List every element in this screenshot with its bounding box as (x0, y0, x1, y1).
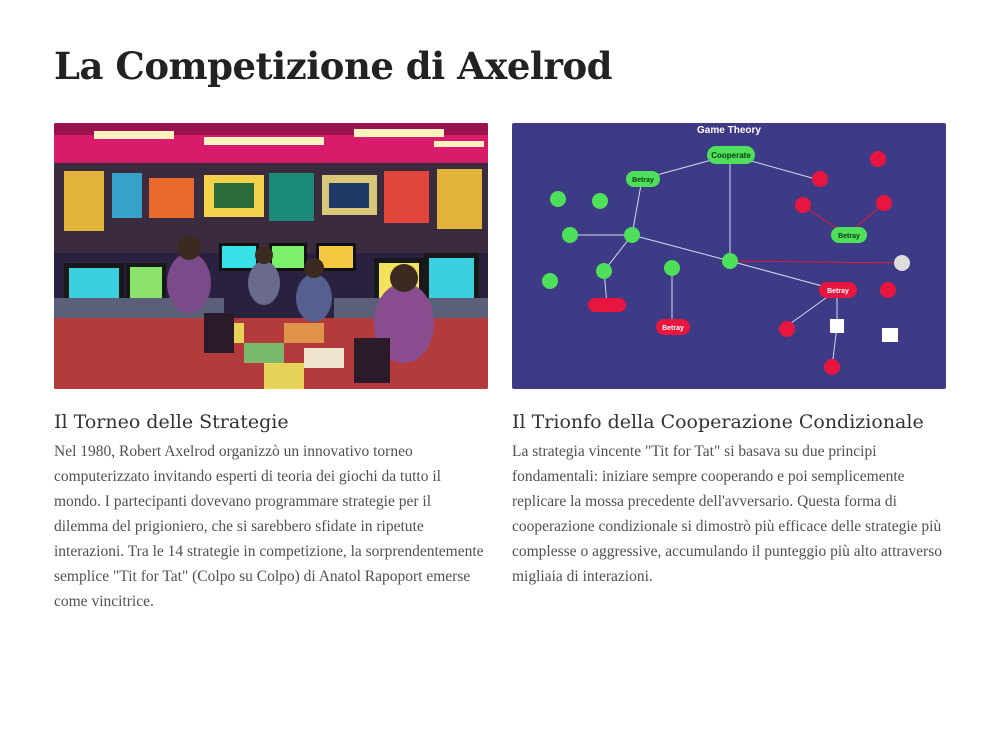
article-card-cooperation (512, 123, 946, 589)
node-betray-label-3: Betray (827, 288, 849, 295)
section-body-text: Nel 1980, Robert Axelrod organizzò un innovativo torneo computerizzato invitando esperti di teoria dei giochi da tutto il mondo. I partecipanti dovevano programmare strategie per il dilemma del prigioniero, che si sarebbero sfidate in ripetute interazioni. Tra le 14 strategie in competizione, la sorprendentemente semplice "Tit for Tat" (Colpo su Colpo) di Anatol Rapoport emerse come vincitrice. (54, 443, 484, 610)
node-betray-label-2: Betray (838, 233, 860, 240)
section-heading: Il Torneo delle Strategie (54, 411, 289, 433)
page-title: La Competizione di Axelrod (54, 44, 612, 88)
node-cooperate-label: Cooperate (711, 151, 751, 160)
section-body-text: La strategia vincente "Tit for Tat" si basava su due principi fondamentali: iniziare sempre cooperando e poi semplicemente replicare la mossa precedente dell'avversario. Questa forma di cooperazione condizionale si dimostrò più efficace delle strategie più complesse o aggressive, accumulando il punteggio più alto attraverso migliaia di interazioni. (512, 443, 943, 585)
node-betray-label-1: Betray (632, 177, 654, 184)
article-card-tournament (54, 123, 488, 614)
computer-lab-illustration (54, 123, 488, 389)
diagram-title: Game Theory (697, 125, 761, 136)
game-theory-diagram-illustration (512, 123, 946, 389)
node-betray-label-4: Betray (662, 325, 684, 332)
section-heading: Il Trionfo della Cooperazione Condizionale (512, 411, 924, 433)
